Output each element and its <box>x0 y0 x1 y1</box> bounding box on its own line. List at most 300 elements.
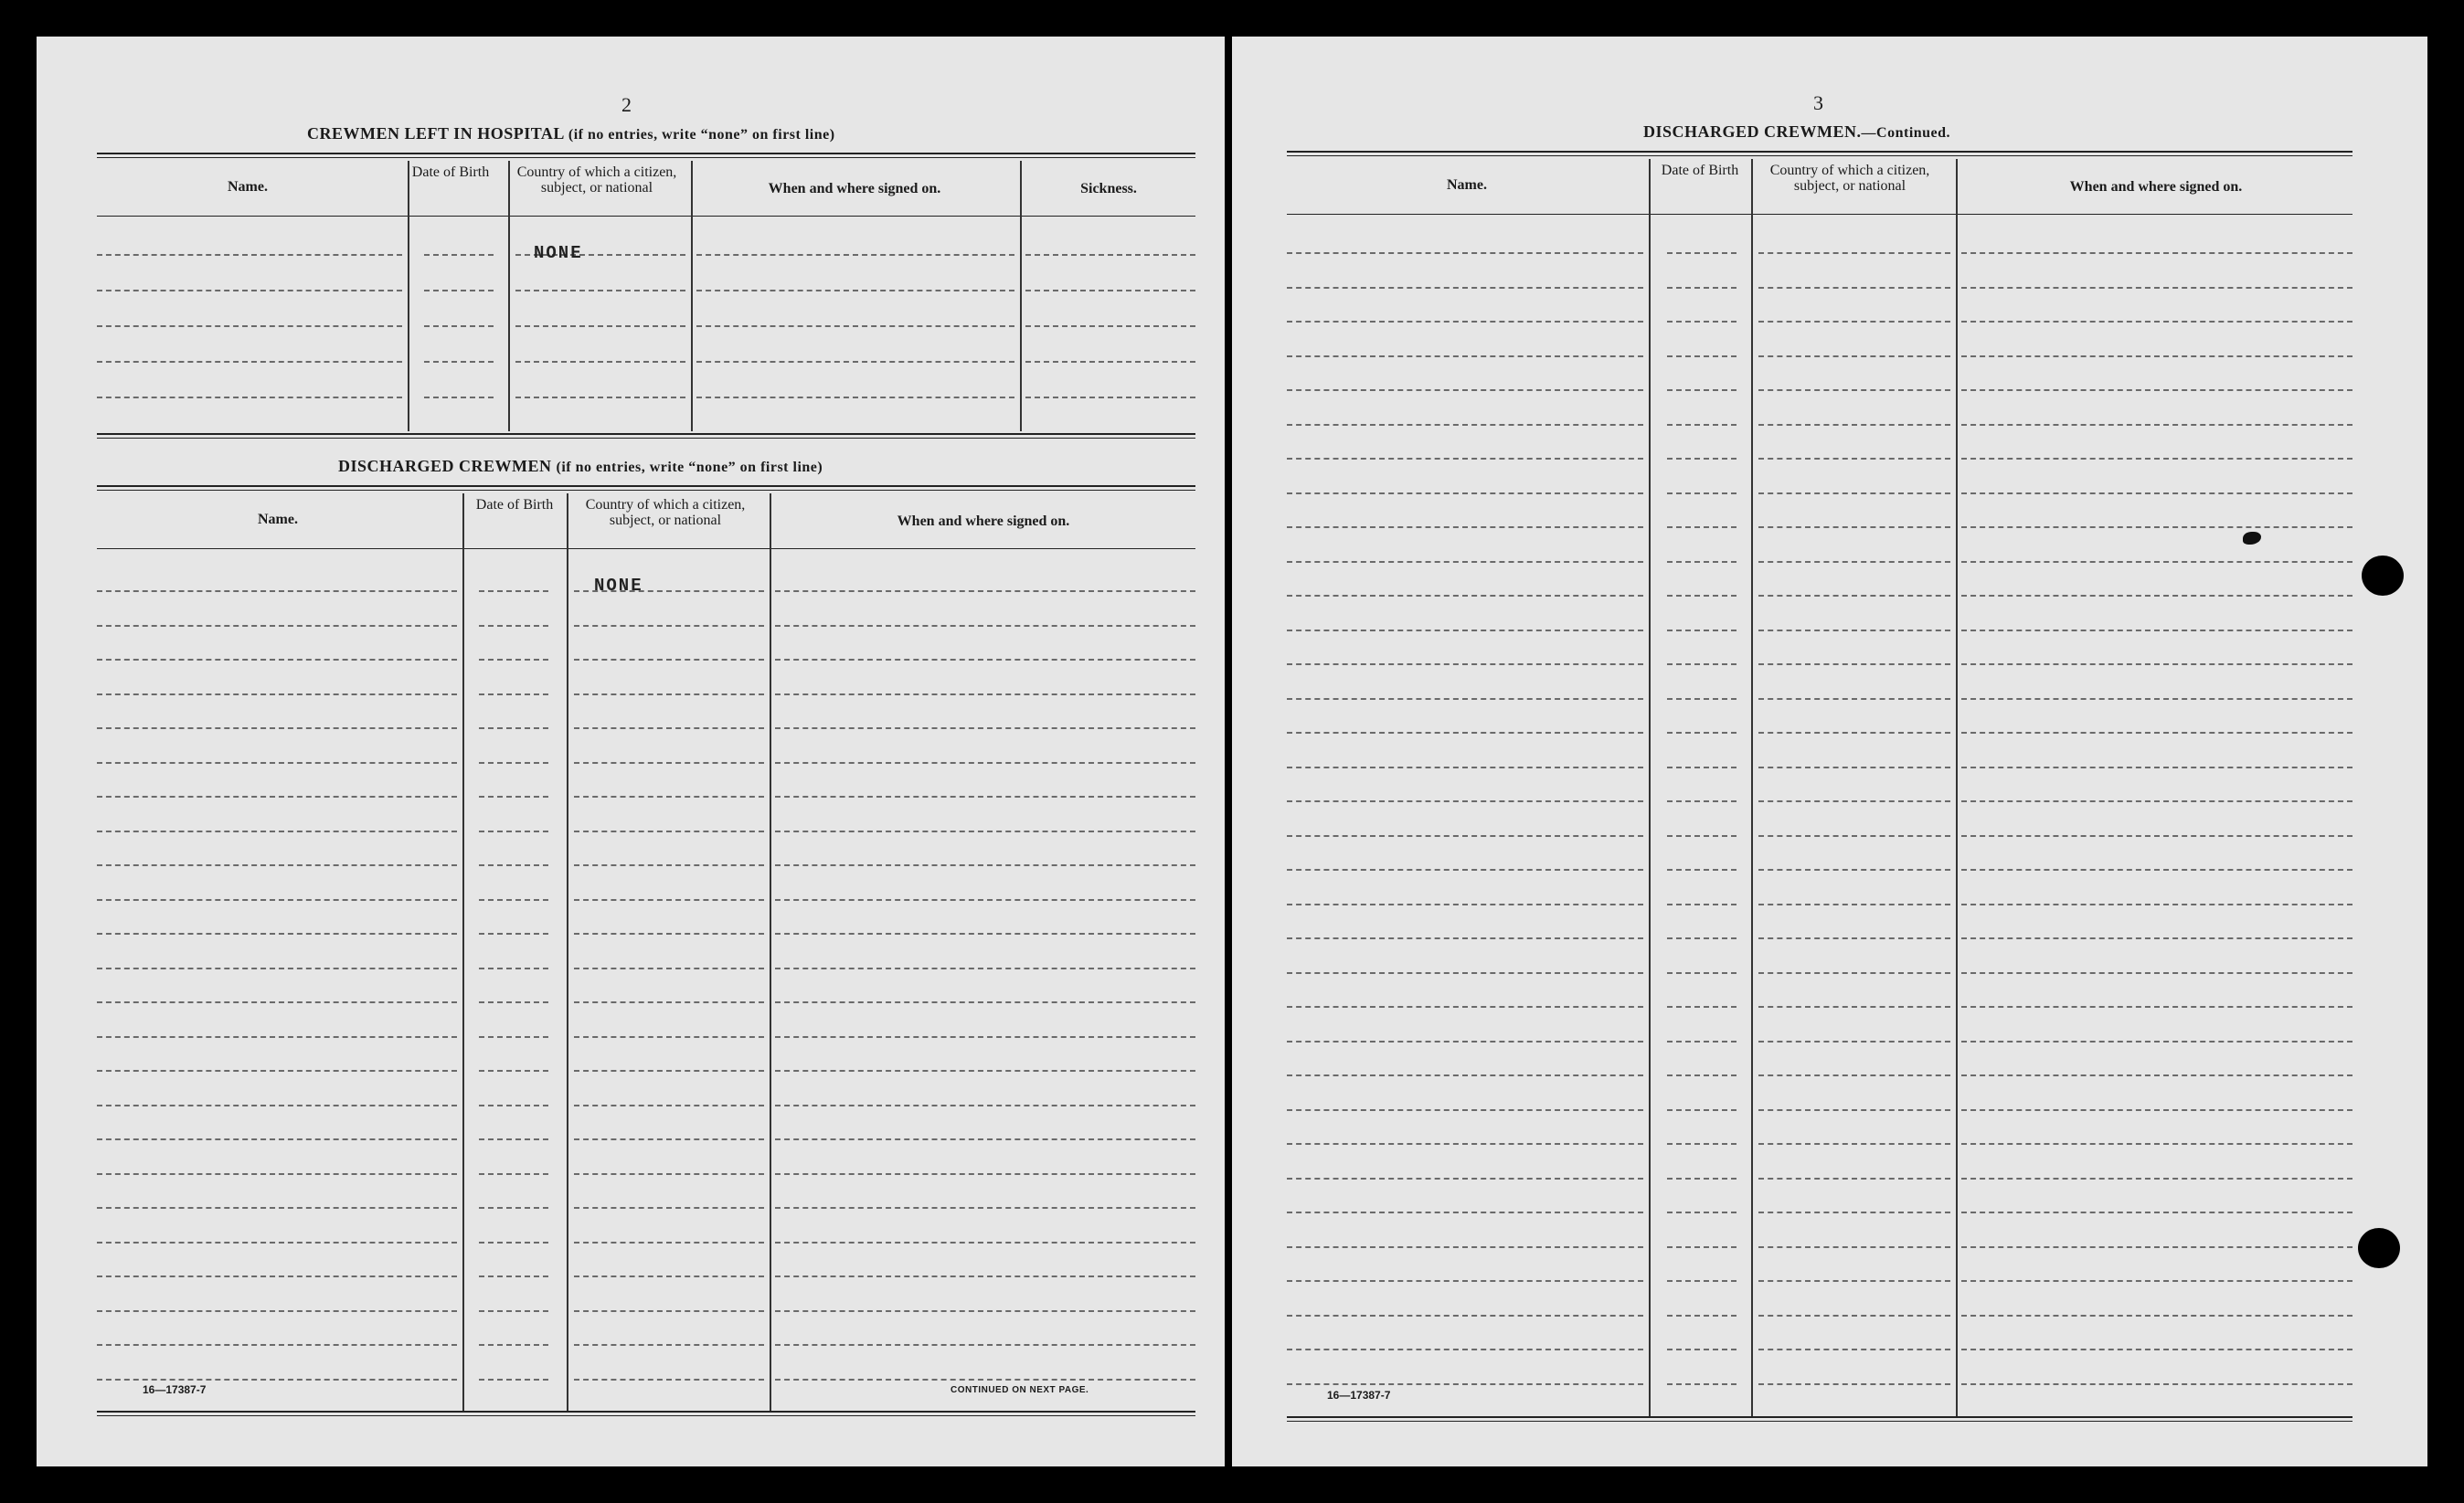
discharged-section-title <box>338 457 823 476</box>
ruled-line <box>1667 1315 1736 1317</box>
ruled-line <box>1667 458 1736 460</box>
ruled-line <box>1758 663 1950 665</box>
hospital-col-country: Country of which a citizen, subject, or national <box>516 164 677 196</box>
ruled-line <box>1667 663 1736 665</box>
ruled-line <box>775 659 1195 661</box>
ruled-line <box>1287 1315 1643 1317</box>
hospital-col-dob: Date of Birth <box>411 164 490 180</box>
ruled-line <box>1961 424 2352 426</box>
ruled-line <box>696 397 1014 398</box>
ruled-line <box>1758 458 1950 460</box>
ruled-line <box>1667 767 1736 768</box>
ruled-line <box>97 693 457 695</box>
ruled-line <box>1667 800 1736 802</box>
ruled-line <box>574 727 764 729</box>
ruled-line <box>1667 1109 1736 1111</box>
ruled-line <box>479 1036 548 1038</box>
ruled-line <box>1758 1383 1950 1385</box>
ruled-line <box>1961 630 2352 631</box>
ruled-line <box>775 1173 1195 1175</box>
discharged-continued-title <box>1643 122 1950 142</box>
ruled-line <box>1287 1041 1643 1043</box>
ruled-line <box>97 727 457 729</box>
ruled-line <box>1287 492 1643 494</box>
ruled-line <box>97 1001 457 1003</box>
discharged-col-name: Name. <box>258 512 298 527</box>
ruled-line <box>515 290 685 291</box>
ruled-line <box>1961 389 2352 391</box>
hospital-col-divider <box>408 161 409 431</box>
ruled-line <box>479 1207 548 1209</box>
ruled-line <box>1758 321 1950 323</box>
continued-col-country: Country of which a citizen, subject, or national <box>1769 163 1930 194</box>
ruled-line <box>424 254 494 256</box>
continued-top-rule-2 <box>1287 155 2352 156</box>
ruled-line <box>1287 561 1643 563</box>
ruled-line <box>479 1070 548 1072</box>
ruled-line <box>1758 972 1950 974</box>
ruled-line <box>775 1207 1195 1209</box>
ruled-line <box>1758 1041 1950 1043</box>
ruled-line <box>1961 595 2352 597</box>
ruled-line <box>1287 287 1643 289</box>
ruled-line <box>775 796 1195 798</box>
continued-col-dob: Date of Birth <box>1661 163 1739 178</box>
ruled-line <box>1287 1349 1643 1350</box>
continued-col-divider <box>1956 159 1958 1418</box>
ruled-line <box>1758 835 1950 837</box>
ruled-line <box>775 899 1195 901</box>
ruled-line <box>1961 1074 2352 1076</box>
continued-bottom-rule <box>1287 1416 2352 1418</box>
ruled-line <box>1758 1212 1950 1213</box>
ruled-line <box>1758 287 1950 289</box>
ruled-line <box>1961 1315 2352 1317</box>
ruled-line <box>479 1242 548 1244</box>
discharged-top-rule-2 <box>97 490 1195 491</box>
ruled-line <box>1287 869 1643 871</box>
ruled-line <box>1961 767 2352 768</box>
ruled-line <box>1025 254 1195 256</box>
ruled-line <box>97 1379 457 1381</box>
ruled-line <box>1287 252 1643 254</box>
ruled-line <box>775 831 1195 832</box>
ruled-line <box>97 1207 457 1209</box>
ruled-line <box>1287 1246 1643 1248</box>
ruled-line <box>97 1138 457 1140</box>
ruled-line <box>97 762 457 764</box>
ruled-line <box>97 590 457 592</box>
ruled-line <box>1758 526 1950 528</box>
continued-header-rule <box>1287 214 2352 215</box>
ruled-line <box>1287 904 1643 905</box>
continued-note: CONTINUED ON NEXT PAGE. <box>951 1385 1089 1395</box>
ruled-line <box>424 397 494 398</box>
ruled-line <box>97 1310 457 1312</box>
discharged-title-text: DISCHARGED CREWMEN <box>338 457 552 475</box>
ruled-line <box>479 625 548 627</box>
continued-bottom-rule-2 <box>1287 1421 2352 1422</box>
ruled-line <box>1758 1246 1950 1248</box>
ruled-line <box>1961 937 2352 939</box>
discharged-col-divider <box>567 493 568 1411</box>
hospital-bottom-rule <box>97 433 1195 435</box>
hospital-section-title <box>307 124 835 143</box>
ruled-line <box>1758 1280 1950 1282</box>
ruled-line <box>1758 1315 1950 1317</box>
ruled-line <box>1961 1178 2352 1180</box>
discharged-bottom-rule-2 <box>97 1415 1195 1416</box>
ruled-line <box>97 864 457 866</box>
ruled-line <box>479 1310 548 1312</box>
ruled-line <box>479 1379 548 1381</box>
ruled-line <box>1667 252 1736 254</box>
ruled-line <box>1667 1074 1736 1076</box>
ruled-line <box>574 762 764 764</box>
ruled-line <box>1287 937 1643 939</box>
ruled-line <box>97 968 457 969</box>
ruled-line <box>1287 389 1643 391</box>
ruled-line <box>1758 904 1950 905</box>
ruled-line <box>574 1105 764 1106</box>
ruled-line <box>574 1310 764 1312</box>
ruled-line <box>1025 290 1195 291</box>
ruled-line <box>1961 1041 2352 1043</box>
ruled-line <box>424 290 494 291</box>
ruled-line <box>1667 287 1736 289</box>
ruled-line <box>1667 321 1736 323</box>
ruled-line <box>696 290 1014 291</box>
ruled-line <box>1025 361 1195 363</box>
ruled-line <box>97 254 402 256</box>
ruled-line <box>1667 355 1736 357</box>
ruled-line <box>1667 1006 1736 1008</box>
ruled-line <box>574 933 764 935</box>
left-page <box>37 37 1225 1466</box>
ruled-line <box>1667 1041 1736 1043</box>
ruled-line <box>1287 1212 1643 1213</box>
ruled-line <box>1961 1006 2352 1008</box>
discharged-col-divider <box>770 493 771 1411</box>
ruled-line <box>574 1242 764 1244</box>
ruled-line <box>574 1207 764 1209</box>
ruled-line <box>574 1379 764 1381</box>
ruled-line <box>1287 355 1643 357</box>
ruled-line <box>1287 835 1643 837</box>
ruled-line <box>515 325 685 327</box>
ruled-line <box>97 899 457 901</box>
ruled-line <box>574 899 764 901</box>
ruled-line <box>97 1070 457 1072</box>
binder-hole <box>2358 1228 2400 1268</box>
ruled-line <box>1287 663 1643 665</box>
ruled-line <box>1287 1143 1643 1145</box>
ruled-line <box>97 659 457 661</box>
discharged-col-country: Country of which a citizen, subject, or national <box>585 497 746 528</box>
ruled-line <box>97 290 402 291</box>
ruled-line <box>775 933 1195 935</box>
ruled-line <box>1667 972 1736 974</box>
ruled-line <box>1667 732 1736 734</box>
ruled-line <box>1287 1006 1643 1008</box>
ruled-line <box>479 968 548 969</box>
ruled-line <box>574 659 764 661</box>
ruled-line <box>775 1105 1195 1106</box>
ruled-line <box>1667 1143 1736 1145</box>
ruled-line <box>1667 1280 1736 1282</box>
ruled-line <box>1287 698 1643 700</box>
ruled-line <box>97 1173 457 1175</box>
ruled-line <box>1667 492 1736 494</box>
ruled-line <box>97 1275 457 1277</box>
discharged-title-note: (if no entries, write “none” on first line) <box>556 460 823 475</box>
ruled-line <box>1961 287 2352 289</box>
ruled-line <box>775 1242 1195 1244</box>
ruled-line <box>574 1070 764 1072</box>
ruled-line <box>1667 698 1736 700</box>
ruled-line <box>1961 1143 2352 1145</box>
continued-col-divider <box>1751 159 1753 1418</box>
ruled-line <box>97 831 457 832</box>
ruled-line <box>97 397 402 398</box>
ruled-line <box>775 1138 1195 1140</box>
ruled-line <box>1667 1178 1736 1180</box>
ruled-line <box>1961 1246 2352 1248</box>
ruled-line <box>775 1275 1195 1277</box>
ruled-line <box>1287 800 1643 802</box>
ruled-line <box>775 1310 1195 1312</box>
ruled-line <box>1961 904 2352 905</box>
hospital-title-text: CREWMEN LEFT IN HOSPITAL <box>307 124 564 143</box>
ruled-line <box>1667 904 1736 905</box>
ruled-line <box>775 762 1195 764</box>
ruled-line <box>775 1070 1195 1072</box>
ruled-line <box>1758 869 1950 871</box>
ruled-line <box>1961 972 2352 974</box>
discharged-col-dob: Date of Birth <box>475 497 554 513</box>
discharged-bottom-rule <box>97 1411 1195 1413</box>
ruled-line <box>1758 1178 1950 1180</box>
ruled-line <box>97 361 402 363</box>
ruled-line <box>1667 630 1736 631</box>
ruled-line <box>775 625 1195 627</box>
ruled-line <box>1758 1074 1950 1076</box>
ruled-line <box>574 864 764 866</box>
form-number: 16—17387-7 <box>1327 1389 1391 1402</box>
ruled-line <box>1961 1349 2352 1350</box>
ruled-line <box>1961 252 2352 254</box>
ruled-line <box>1667 424 1736 426</box>
hospital-title-note: (if no entries, write “none” on first line) <box>568 127 835 143</box>
ruled-line <box>574 796 764 798</box>
ruled-line <box>479 1001 548 1003</box>
ruled-line <box>1961 561 2352 563</box>
ruled-line <box>479 727 548 729</box>
ruled-line <box>1758 492 1950 494</box>
hospital-col-divider <box>691 161 693 431</box>
page-number: 2 <box>621 93 632 116</box>
discharged-top-rule <box>97 485 1195 487</box>
ruled-line <box>1961 869 2352 871</box>
hospital-col-divider <box>508 161 510 431</box>
ruled-line <box>1287 1109 1643 1111</box>
ruled-line <box>775 1036 1195 1038</box>
ruled-line <box>1961 1212 2352 1213</box>
ruled-line <box>1961 321 2352 323</box>
ruled-line <box>1961 355 2352 357</box>
ruled-line <box>1758 1109 1950 1111</box>
ruled-line <box>1667 389 1736 391</box>
ruled-line <box>1758 424 1950 426</box>
ruled-line <box>1961 732 2352 734</box>
hospital-col-divider <box>1020 161 1022 431</box>
ruled-line <box>424 361 494 363</box>
ruled-line <box>1667 835 1736 837</box>
ruled-line <box>479 864 548 866</box>
ruled-line <box>479 1344 548 1346</box>
hospital-top-rule-2 <box>97 157 1195 158</box>
ruled-line <box>1961 492 2352 494</box>
ruled-line <box>479 831 548 832</box>
ruled-line <box>1758 937 1950 939</box>
right-page <box>1232 37 2427 1466</box>
ruled-line <box>574 625 764 627</box>
ruled-line <box>775 590 1195 592</box>
discharged-col-signed-on: When and where signed on. <box>897 513 1070 529</box>
form-number: 16—17387-7 <box>143 1383 207 1396</box>
ruled-line <box>515 361 685 363</box>
ruled-line <box>775 968 1195 969</box>
ruled-line <box>1758 732 1950 734</box>
ruled-line <box>775 864 1195 866</box>
ruled-line <box>1758 767 1950 768</box>
hospital-bottom-rule-2 <box>97 438 1195 439</box>
ruled-line <box>479 1173 548 1175</box>
ruled-line <box>1961 526 2352 528</box>
ruled-line <box>574 1138 764 1140</box>
ruled-line <box>1287 1280 1643 1282</box>
ruled-line <box>1287 321 1643 323</box>
ruled-line <box>1961 835 2352 837</box>
ruled-line <box>1287 767 1643 768</box>
discharged-header-rule <box>97 548 1195 549</box>
ruled-line <box>97 1242 457 1244</box>
ruled-line <box>1287 458 1643 460</box>
ruled-line <box>97 933 457 935</box>
ruled-line <box>1287 1074 1643 1076</box>
ruled-line <box>479 659 548 661</box>
ruled-line <box>775 1001 1195 1003</box>
ruled-line <box>479 1105 548 1106</box>
ruled-line <box>1287 595 1643 597</box>
ink-blot <box>2243 532 2261 545</box>
ruled-line <box>1667 561 1736 563</box>
ruled-line <box>1287 526 1643 528</box>
ruled-line <box>479 796 548 798</box>
ruled-line <box>696 325 1014 327</box>
ruled-line <box>1287 424 1643 426</box>
ruled-line <box>1025 325 1195 327</box>
ruled-line <box>1287 1383 1643 1385</box>
ruled-line <box>1287 1178 1643 1180</box>
ruled-line <box>1961 458 2352 460</box>
ruled-line <box>1758 1006 1950 1008</box>
ruled-line <box>1667 1383 1736 1385</box>
ruled-line <box>775 727 1195 729</box>
binder-hole <box>2362 556 2404 596</box>
ruled-line <box>1667 937 1736 939</box>
ruled-line <box>97 796 457 798</box>
ruled-line <box>1961 1280 2352 1282</box>
discharged-col-divider <box>462 493 464 1411</box>
ruled-line <box>1758 561 1950 563</box>
hospital-col-sickness: Sickness. <box>1080 181 1137 196</box>
hospital-col-name: Name. <box>228 179 268 195</box>
ruled-line <box>574 831 764 832</box>
ruled-line <box>1961 663 2352 665</box>
ruled-line <box>574 1036 764 1038</box>
ruled-line <box>97 625 457 627</box>
discharged-continued-suffix: —Continued. <box>1861 125 1951 141</box>
ruled-line <box>1961 1109 2352 1111</box>
ruled-line <box>479 899 548 901</box>
ruled-line <box>1758 698 1950 700</box>
ruled-line <box>479 693 548 695</box>
ruled-line <box>1961 1383 2352 1385</box>
ruled-line <box>775 693 1195 695</box>
ruled-line <box>1287 732 1643 734</box>
ruled-line <box>574 1173 764 1175</box>
ruled-line <box>1025 397 1195 398</box>
continued-col-signed-on: When and where signed on. <box>2069 179 2243 195</box>
ruled-line <box>775 1344 1195 1346</box>
ruled-line <box>574 968 764 969</box>
ruled-line <box>1667 1212 1736 1213</box>
ruled-line <box>1758 595 1950 597</box>
hospital-top-rule <box>97 153 1195 154</box>
continued-col-name: Name. <box>1447 177 1487 193</box>
ruled-line <box>479 1138 548 1140</box>
ruled-line <box>1758 630 1950 631</box>
page-number: 3 <box>1813 91 1823 114</box>
ruled-line <box>1758 389 1950 391</box>
ruled-line <box>1961 800 2352 802</box>
discharged-continued-title-text: DISCHARGED CREWMEN. <box>1643 122 1862 141</box>
ruled-line <box>97 1036 457 1038</box>
ruled-line <box>1667 595 1736 597</box>
hospital-entry: NONE <box>534 243 583 263</box>
ruled-line <box>574 1275 764 1277</box>
ruled-line <box>479 1275 548 1277</box>
ruled-line <box>1667 1349 1736 1350</box>
ruled-line <box>1758 252 1950 254</box>
ruled-line <box>1961 698 2352 700</box>
ruled-line <box>1667 526 1736 528</box>
ruled-line <box>574 693 764 695</box>
ruled-line <box>97 1105 457 1106</box>
ruled-line <box>479 590 548 592</box>
ruled-line <box>1287 972 1643 974</box>
discharged-entry: NONE <box>594 576 643 596</box>
continued-col-divider <box>1649 159 1651 1418</box>
ruled-line <box>1667 869 1736 871</box>
ruled-line <box>479 933 548 935</box>
ruled-line <box>1287 630 1643 631</box>
ruled-line <box>696 361 1014 363</box>
ruled-line <box>1758 1349 1950 1350</box>
ruled-line <box>574 1344 764 1346</box>
ruled-line <box>424 325 494 327</box>
